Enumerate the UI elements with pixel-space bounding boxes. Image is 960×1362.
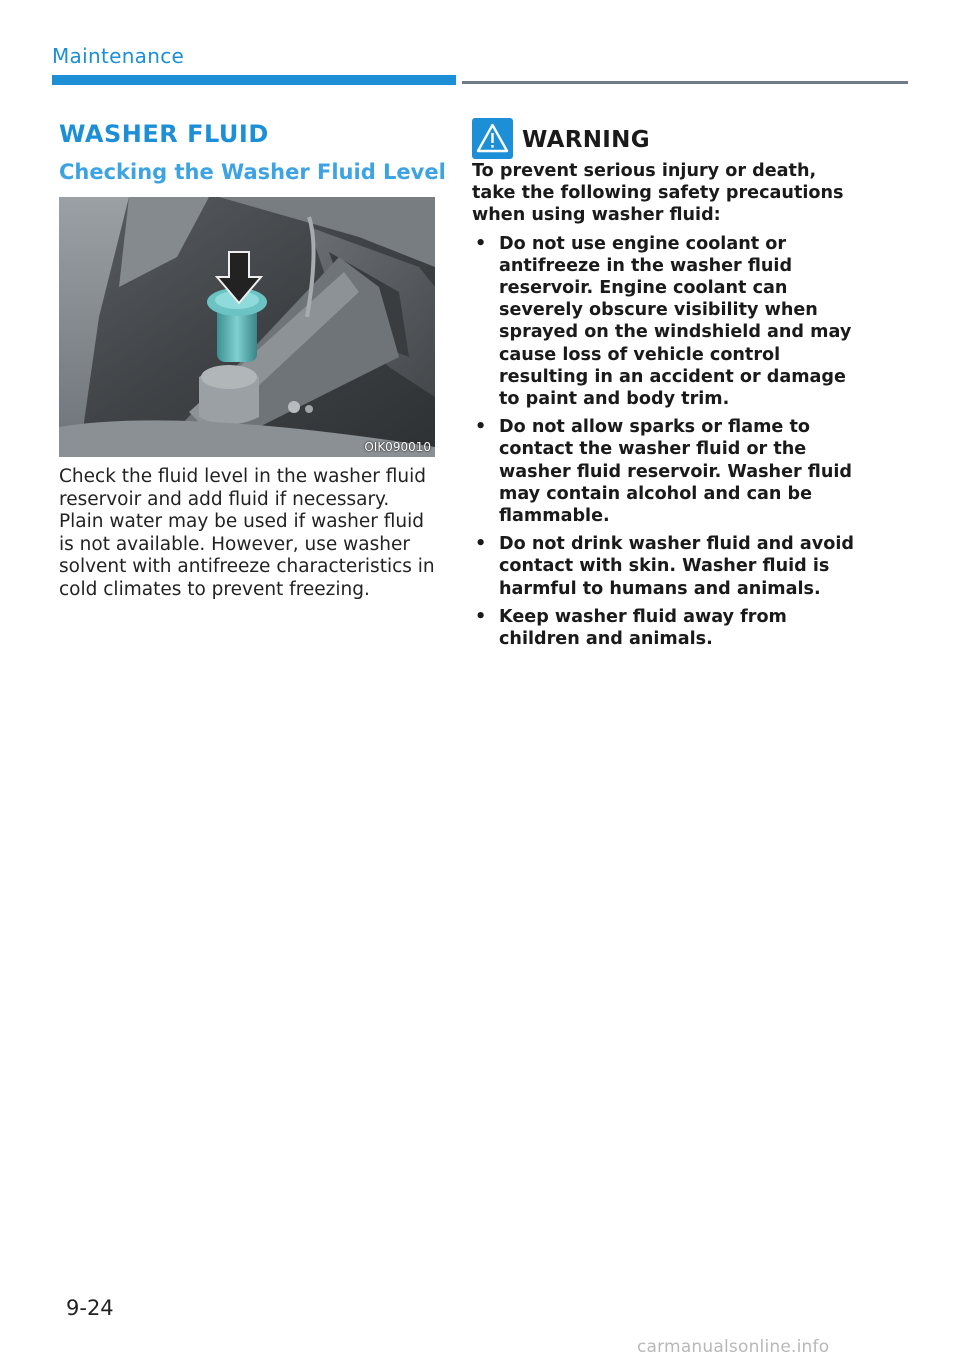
warning-triangle-icon bbox=[472, 118, 513, 159]
warning-icon-box bbox=[472, 118, 513, 159]
body-paragraph: Check the fluid level in the washer fluid reservoir and add fluid if necessary. Plain water may be used if washer fluid is not available. However, use washer solvent with antifreeze characteristics in cold climates to prevent freezing. bbox=[59, 466, 435, 600]
list-item-text: Do not drink washer fluid and avoid contact with skin. Washer fluid is harmful to humans and animals. bbox=[499, 534, 854, 599]
bullet-icon: • bbox=[475, 534, 487, 555]
list-item-text: Keep washer fluid away from children and animals. bbox=[499, 606, 787, 650]
bullet-icon: • bbox=[475, 233, 487, 254]
watermark: carmanualsonline.info bbox=[637, 1337, 830, 1357]
list-item-text: Do not allow sparks or flame to contact the washer fluid or the washer fluid reservoir. Washer fluid may contain alcohol and can be flammable. bbox=[499, 417, 852, 527]
figure-code: OIK090010 bbox=[364, 440, 431, 454]
washer-reservoir-image bbox=[59, 197, 435, 457]
list-item bbox=[472, 533, 862, 600]
warning-list bbox=[472, 233, 862, 651]
list-item bbox=[472, 606, 862, 650]
engine-bay-illustration bbox=[59, 197, 435, 457]
bullet-icon: • bbox=[475, 606, 487, 627]
subsection-title: Checking the Washer Fluid Level bbox=[59, 160, 446, 184]
warning-body bbox=[472, 160, 862, 656]
page-number: 9-24 bbox=[66, 1296, 114, 1320]
bullet-icon: • bbox=[475, 417, 487, 438]
list-item-text: Do not use engine coolant or antifreeze in the washer fluid reservoir. Engine coolant can severely obscure visibility when sprayed on the windshield and may cause loss of vehicle control resulting in an accident or damage to paint and body trim. bbox=[499, 233, 852, 410]
header-rule-accent bbox=[52, 75, 456, 85]
section-title: WASHER FLUID bbox=[59, 120, 269, 148]
list-item bbox=[472, 416, 862, 527]
header-rule bbox=[462, 81, 908, 84]
list-item bbox=[472, 233, 862, 411]
warning-intro: To prevent serious injury or death, take the following safety precautions when using washer fluid: bbox=[472, 161, 844, 226]
chapter-title: Maintenance bbox=[52, 44, 185, 68]
warning-title: WARNING bbox=[522, 127, 650, 153]
